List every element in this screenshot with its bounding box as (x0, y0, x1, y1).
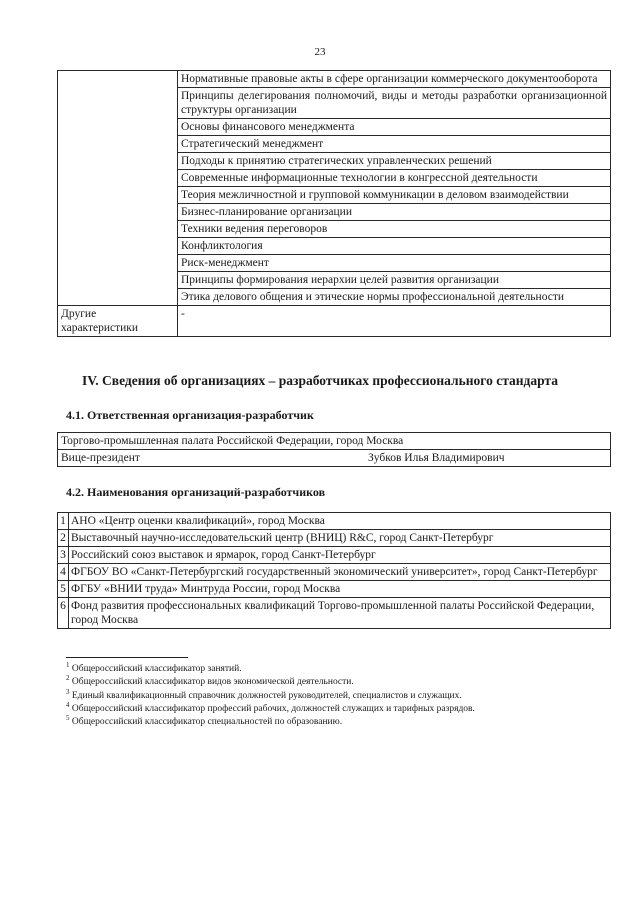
footnotes (66, 660, 475, 729)
table-row (58, 530, 611, 547)
developer-name: Выставочный научно-исследовательский центр (ВНИЦ) R&C, город Санкт-Петербург (69, 530, 611, 547)
knowledge-label-cell (58, 71, 178, 306)
responsible-person: Зубков Илья Владимирович (368, 452, 505, 464)
table-row (58, 598, 611, 629)
footnote: $^2$ Общероссийский классификатор видов экономической деятельности. (66, 674, 354, 688)
footnote: $^1$ Общероссийский классификатор занятий. (66, 660, 242, 674)
table-row (58, 450, 611, 467)
row-number: 4 (58, 564, 69, 581)
knowledge-item: Этика делового общения и этические нормы профессиональной деятельности (178, 289, 611, 306)
knowledge-item: Современные информационные технологии в конгрессной деятельности (178, 170, 611, 187)
footnote-divider (66, 657, 188, 658)
responsible-org-table (57, 432, 611, 467)
knowledge-item: Риск-менеджмент (178, 255, 611, 272)
developer-name: Российский союз выставок и ярмарок, город Санкт-Петербург (69, 547, 611, 564)
knowledge-item: Теория межличностной и групповой коммуникации в деловом взаимодействии (178, 187, 611, 204)
table-row (58, 71, 611, 88)
developer-name: Фонд развития профессиональных квалификаций Торгово-промышленной палаты Российской Федерации, город Москва (69, 598, 611, 629)
table-row (58, 581, 611, 598)
subsection-title-developers: 4.2. Наименования организаций-разработчиков (66, 485, 326, 499)
knowledge-item: Стратегический менеджмент (178, 136, 611, 153)
knowledge-item: Нормативные правовые акты в сфере организации коммерческого документооборота (178, 71, 611, 88)
knowledge-item: Конфликтология (178, 238, 611, 255)
row-number: 3 (58, 547, 69, 564)
row-number: 2 (58, 530, 69, 547)
knowledge-item: Бизнес-планирование организации (178, 204, 611, 221)
footnote: $^4$ Общероссийский классификатор профессий рабочих, должностей служащих и тарифных разрядов. (66, 700, 475, 714)
footnote: $^5$ Общероссийский классификатор специальностей по образованию. (66, 714, 343, 728)
subsection-title-responsible: 4.1. Ответственная организация-разработчик (66, 408, 314, 422)
table-row (58, 433, 611, 450)
knowledge-item: Основы финансового менеджмента (178, 119, 611, 136)
table-row (58, 513, 611, 530)
other-characteristics-label: Другие характеристики (58, 306, 178, 337)
other-characteristics-value: - (178, 306, 611, 337)
responsible-person-cell (58, 450, 611, 467)
table-row (58, 564, 611, 581)
knowledge-item: Принципы делегирования полномочий, виды и методы разработки организационной структуры организации (178, 88, 611, 119)
knowledge-item: Техники ведения переговоров (178, 221, 611, 238)
table-row (58, 306, 611, 337)
knowledge-item: Принципы формирования иерархии целей развития организации (178, 272, 611, 289)
responsible-org-name: Торгово-промышленная палата Российской Федерации, город Москва (58, 433, 611, 450)
developer-name: ФГБУ «ВНИИ труда» Минтруда России, город Москва (69, 581, 611, 598)
footnote: $^3$ Единый квалификационный справочник должностей руководителей, специалистов и служащих. (66, 687, 462, 701)
row-number: 5 (58, 581, 69, 598)
page-number: 23 (314, 46, 326, 58)
knowledge-table (57, 70, 611, 337)
row-number: 6 (58, 598, 69, 629)
developers-table (57, 512, 611, 629)
table-row (58, 547, 611, 564)
section-title: IV. Сведения об организациях – разработчиках профессионального стандарта (82, 373, 558, 388)
row-number: 1 (58, 513, 69, 530)
responsible-position: Вице-президент (61, 452, 140, 464)
developer-name: ФГБОУ ВО «Санкт-Петербургский государственный экономический университет», город Санкт-Петербург (69, 564, 611, 581)
knowledge-item: Подходы к принятию стратегических управленческих решений (178, 153, 611, 170)
developer-name: АНО «Центр оценки квалификаций», город Москва (69, 513, 611, 530)
